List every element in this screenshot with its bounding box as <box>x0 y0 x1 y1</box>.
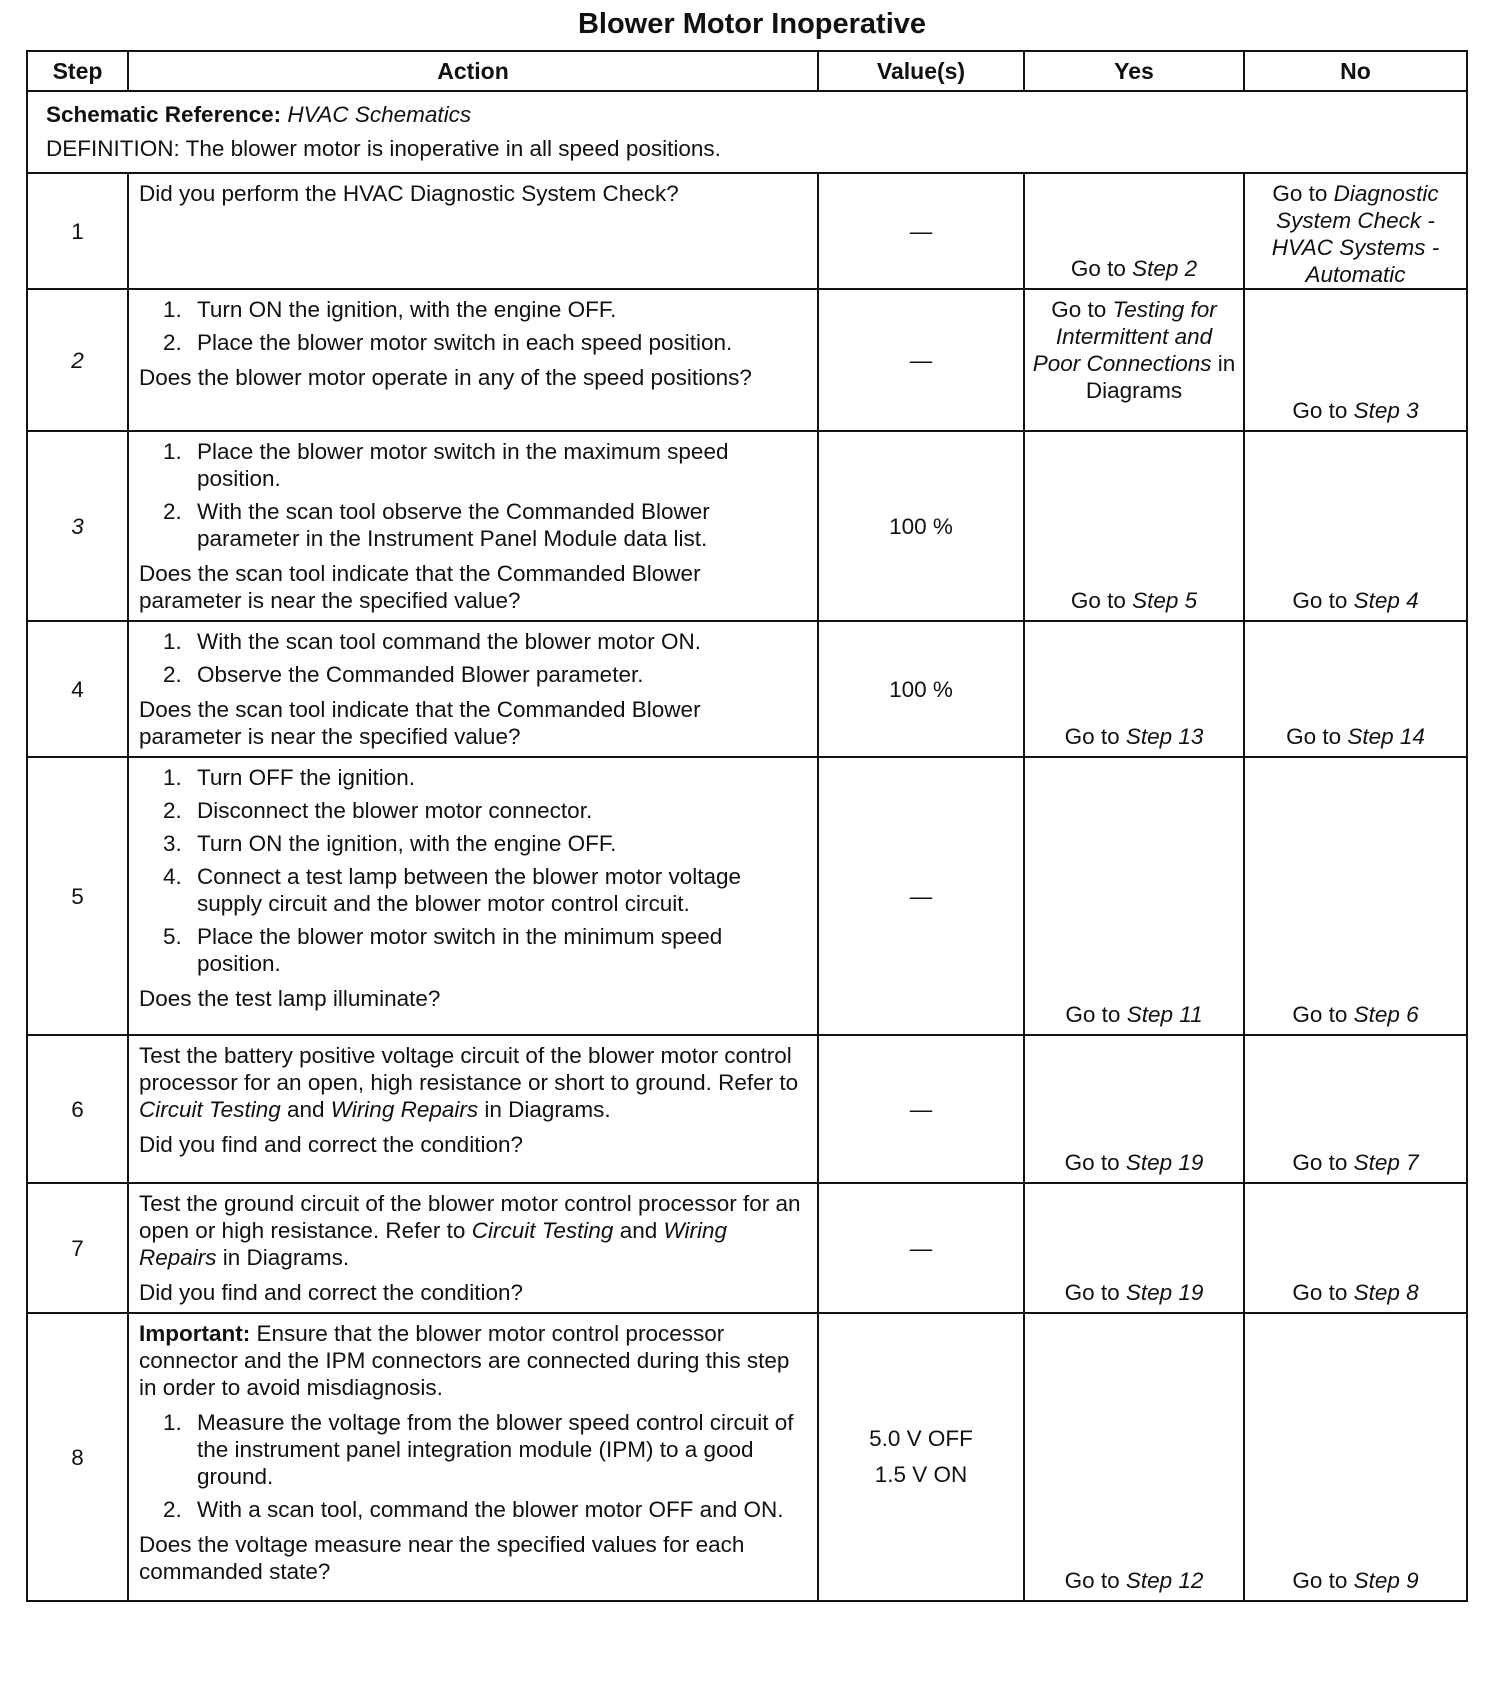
instruction-part: and <box>613 1218 664 1243</box>
outcome-prefix: Go to <box>1286 724 1348 749</box>
step-row-2 <box>27 289 1467 431</box>
list-item-text: Turn OFF the ignition. <box>197 765 416 790</box>
step-link[interactable]: Step 5 <box>1132 588 1198 613</box>
header-values: Value(s) <box>818 51 1024 91</box>
question-text: Does the scan tool indicate that the Commanded Blower parameter is near the specified value? <box>139 561 701 613</box>
no-cell <box>1244 1313 1467 1601</box>
step-link[interactable]: Step 3 <box>1353 398 1419 423</box>
yes-cell <box>1024 289 1244 431</box>
step-link[interactable]: Step 4 <box>1353 588 1419 613</box>
action-cell <box>128 1035 818 1183</box>
list-item: 2. Disconnect the blower motor connector. <box>163 798 593 823</box>
header-no: No <box>1244 51 1467 91</box>
action-list <box>139 628 807 688</box>
page-title: Blower Motor Inoperative <box>577 8 927 40</box>
instruction-text <box>139 1042 807 1123</box>
list-item: 4. Connect a test lamp between the blower motor voltage supply circuit and the blower motor control circuit. <box>163 864 742 916</box>
list-item-text: Place the blower motor switch in the minimum speed position. <box>197 924 723 976</box>
step-number: 8 <box>27 1313 128 1601</box>
action-cell <box>128 621 818 757</box>
step-link[interactable]: Step 11 <box>1126 1002 1203 1027</box>
circuit-testing-link[interactable]: Circuit Testing <box>139 1097 281 1122</box>
outcome-prefix: Go to <box>1064 724 1126 749</box>
question-text: Did you perform the HVAC Diagnostic System Check? <box>139 181 679 206</box>
important-label: Important: <box>139 1321 251 1346</box>
yes-cell <box>1024 1313 1244 1601</box>
step-link[interactable]: Step 19 <box>1125 1150 1204 1175</box>
outcome-prefix: Go to <box>1292 1568 1354 1593</box>
instruction-part: in Diagrams. <box>216 1245 350 1270</box>
yes-outcome <box>1029 1149 1239 1176</box>
list-item-text: Turn ON the ignition, with the engine OFF. <box>197 297 617 322</box>
step-link[interactable]: Step 14 <box>1347 724 1425 749</box>
list-item: 2. Observe the Commanded Blower parameter. <box>163 662 644 687</box>
step-number: 4 <box>27 621 128 757</box>
yes-outcome <box>1029 1567 1239 1594</box>
value-cell <box>818 1313 1024 1601</box>
header-action: Action <box>128 51 818 91</box>
schematic-reference <box>46 98 1448 132</box>
step-link[interactable]: Step 12 <box>1125 1568 1204 1593</box>
step-row-7 <box>27 1183 1467 1313</box>
no-outcome <box>1249 397 1462 424</box>
outcome-prefix: Go to <box>1064 1150 1126 1175</box>
instruction-part: and <box>280 1097 331 1122</box>
action-list <box>139 438 807 552</box>
outcome-prefix: Go to <box>1070 588 1133 613</box>
yes-cell <box>1024 621 1244 757</box>
list-item-text: Disconnect the blower motor connector. <box>197 798 593 823</box>
list-item: 1. Place the blower motor switch in the maximum speed position. <box>163 439 729 491</box>
step-number: 6 <box>27 1035 128 1183</box>
instruction-part: Test the battery positive voltage circuit of the blower motor control processor for an open, high resistance or short to ground. Refer to <box>139 1043 799 1095</box>
reference-row <box>27 91 1467 173</box>
yes-outcome <box>1029 296 1239 404</box>
action-cell <box>128 431 818 621</box>
wiring-repairs-link[interactable]: Wiring Repairs <box>139 1218 728 1270</box>
question-text: Does the blower motor operate in any of the speed positions? <box>139 365 752 390</box>
yes-outcome <box>1029 1001 1239 1028</box>
step-link[interactable]: Step 7 <box>1353 1150 1419 1175</box>
outcome-prefix: Go to <box>1292 1150 1354 1175</box>
yes-outcome <box>1029 1279 1239 1306</box>
no-cell <box>1244 1035 1467 1183</box>
no-outcome <box>1249 1279 1462 1306</box>
list-item-text: With the scan tool command the blower motor ON. <box>197 629 701 654</box>
no-cell <box>1244 289 1467 431</box>
value-cell: — <box>818 1183 1024 1313</box>
value-cell: 100 % <box>818 621 1024 757</box>
no-outcome <box>1249 723 1462 750</box>
step-row-6 <box>27 1035 1467 1183</box>
no-cell <box>1244 173 1467 289</box>
definition-text: DEFINITION: The blower motor is inoperative in all speed positions. <box>46 136 721 161</box>
circuit-testing-link[interactable]: Circuit Testing <box>471 1218 614 1243</box>
action-cell <box>128 1183 818 1313</box>
no-cell <box>1244 1183 1467 1313</box>
step-number: 5 <box>27 757 128 1035</box>
outcome-suffix: in Diagrams <box>1085 351 1236 403</box>
outcome-prefix: Go to <box>1065 1002 1127 1027</box>
no-outcome <box>1249 1567 1462 1594</box>
outcome-prefix: Go to <box>1292 1002 1354 1027</box>
important-note <box>139 1320 807 1401</box>
step-number: 2 <box>27 289 128 431</box>
outcome-prefix: Go to <box>1292 398 1354 423</box>
value-cell: — <box>818 289 1024 431</box>
outcome-prefix: Go to <box>1064 1280 1126 1305</box>
header-yes: Yes <box>1024 51 1244 91</box>
value-off: 5.0 V OFF <box>869 1426 973 1451</box>
list-item-text: Place the blower motor switch in the maximum speed position. <box>197 439 729 491</box>
list-item-text: Turn ON the ignition, with the engine OFF. <box>197 831 617 856</box>
step-row-8 <box>27 1313 1467 1601</box>
no-outcome <box>1249 1149 1462 1176</box>
action-list <box>139 764 807 977</box>
schematic-reference-label: Schematic Reference: <box>46 102 282 127</box>
action-cell <box>128 173 818 289</box>
action-list <box>139 296 807 356</box>
step-row-1 <box>27 173 1467 289</box>
list-item-text: Observe the Commanded Blower parameter. <box>197 662 644 687</box>
step-link[interactable]: Step 19 <box>1125 1280 1204 1305</box>
yes-cell <box>1024 173 1244 289</box>
yes-cell <box>1024 757 1244 1035</box>
value-cell: 100 % <box>818 431 1024 621</box>
step-number: 3 <box>27 431 128 621</box>
no-cell <box>1244 621 1467 757</box>
header-row <box>27 51 1467 91</box>
list-item: 2. Place the blower motor switch in each speed position. <box>163 330 733 355</box>
list-item: 1. With the scan tool command the blower motor ON. <box>163 629 701 654</box>
action-cell <box>128 289 818 431</box>
important-text: Ensure that the blower motor control processor connector and the IPM connectors are connected during this step in order to avoid misdiagnosis. <box>139 1321 790 1400</box>
list-item: 2. With a scan tool, command the blower motor OFF and ON. <box>163 1497 784 1522</box>
procedure-link[interactable]: Testing for Intermittent and Poor Connections <box>1032 297 1217 376</box>
outcome-prefix: Go to <box>1272 181 1334 206</box>
yes-outcome <box>1029 255 1239 282</box>
list-item-text: With a scan tool, command the blower motor OFF and ON. <box>197 1497 784 1522</box>
list-item: 3. Turn ON the ignition, with the engine OFF. <box>163 831 617 856</box>
value-cell: — <box>818 757 1024 1035</box>
instruction-part: in Diagrams. <box>478 1097 611 1122</box>
step-row-4 <box>27 621 1467 757</box>
no-outcome <box>1249 180 1462 288</box>
list-item: 2. With the scan tool observe the Commanded Blower parameter in the Instrument Panel Module data list. <box>163 499 710 551</box>
yes-outcome <box>1029 587 1239 614</box>
step-link[interactable]: Step 9 <box>1353 1568 1419 1593</box>
value-cell: — <box>818 1035 1024 1183</box>
value-cell: — <box>818 173 1024 289</box>
list-item: 1. Turn ON the ignition, with the engine OFF. <box>163 297 617 322</box>
step-link[interactable]: Step 13 <box>1125 724 1204 749</box>
no-cell <box>1244 757 1467 1035</box>
procedure-link[interactable]: Diagnostic System Check - HVAC Systems - Automatic <box>1271 181 1440 287</box>
step-number: 7 <box>27 1183 128 1313</box>
question-text: Did you find and correct the condition? <box>139 1132 523 1157</box>
step-link[interactable]: Step 6 <box>1353 1002 1419 1027</box>
action-cell <box>128 1313 818 1601</box>
action-cell <box>128 757 818 1035</box>
header-step: Step <box>27 51 128 91</box>
question-text: Does the test lamp illuminate? <box>139 986 441 1011</box>
list-item-text: Place the blower motor switch in each speed position. <box>197 330 733 355</box>
schematic-reference-link[interactable]: HVAC Schematics <box>287 102 472 127</box>
question-text: Did you find and correct the condition? <box>139 1280 523 1305</box>
yes-cell <box>1024 1183 1244 1313</box>
question-text: Does the scan tool indicate that the Commanded Blower parameter is near the specified value? <box>139 697 701 749</box>
step-link[interactable]: Step 2 <box>1132 256 1198 281</box>
yes-cell <box>1024 1035 1244 1183</box>
instruction-text <box>139 1190 807 1271</box>
outcome-prefix: Go to <box>1292 588 1354 613</box>
list-item: 1. Turn OFF the ignition. <box>163 765 416 790</box>
list-item: 1. Measure the voltage from the blower speed control circuit of the instrument panel integration module (IPM) to a good ground. <box>163 1410 794 1489</box>
outcome-prefix: Go to <box>1064 1568 1126 1593</box>
step-link[interactable]: Step 8 <box>1353 1280 1419 1305</box>
list-item-text: Measure the voltage from the blower speed control circuit of the instrument panel integration module (IPM) to a good ground. <box>197 1410 794 1489</box>
list-item-text: Connect a test lamp between the blower motor voltage supply circuit and the blower motor control circuit. <box>197 864 742 916</box>
list-item: 5. Place the blower motor switch in the minimum speed position. <box>163 924 723 976</box>
question-text: Does the voltage measure near the specified values for each commanded state? <box>139 1532 745 1584</box>
no-outcome <box>1249 1001 1462 1028</box>
no-outcome <box>1249 587 1462 614</box>
outcome-prefix: Go to <box>1292 1280 1354 1305</box>
wiring-repairs-link[interactable]: Wiring Repairs <box>330 1097 479 1122</box>
step-row-5 <box>27 757 1467 1035</box>
list-item-text: With the scan tool observe the Commanded Blower parameter in the Instrument Panel Module data list. <box>197 499 710 551</box>
yes-cell <box>1024 431 1244 621</box>
no-cell <box>1244 431 1467 621</box>
diagnostic-table <box>26 50 1468 1602</box>
reference-cell <box>27 91 1467 173</box>
outcome-prefix: Go to <box>1051 297 1113 322</box>
outcome-prefix: Go to <box>1070 256 1133 281</box>
value-on: 1.5 V ON <box>874 1462 968 1487</box>
step-row-3 <box>27 431 1467 621</box>
instruction-part: Test the ground circuit of the blower motor control processor for an open or high resistance. Refer to <box>139 1191 801 1243</box>
action-list <box>139 1409 807 1523</box>
yes-outcome <box>1029 723 1239 750</box>
step-number: 1 <box>27 173 128 289</box>
